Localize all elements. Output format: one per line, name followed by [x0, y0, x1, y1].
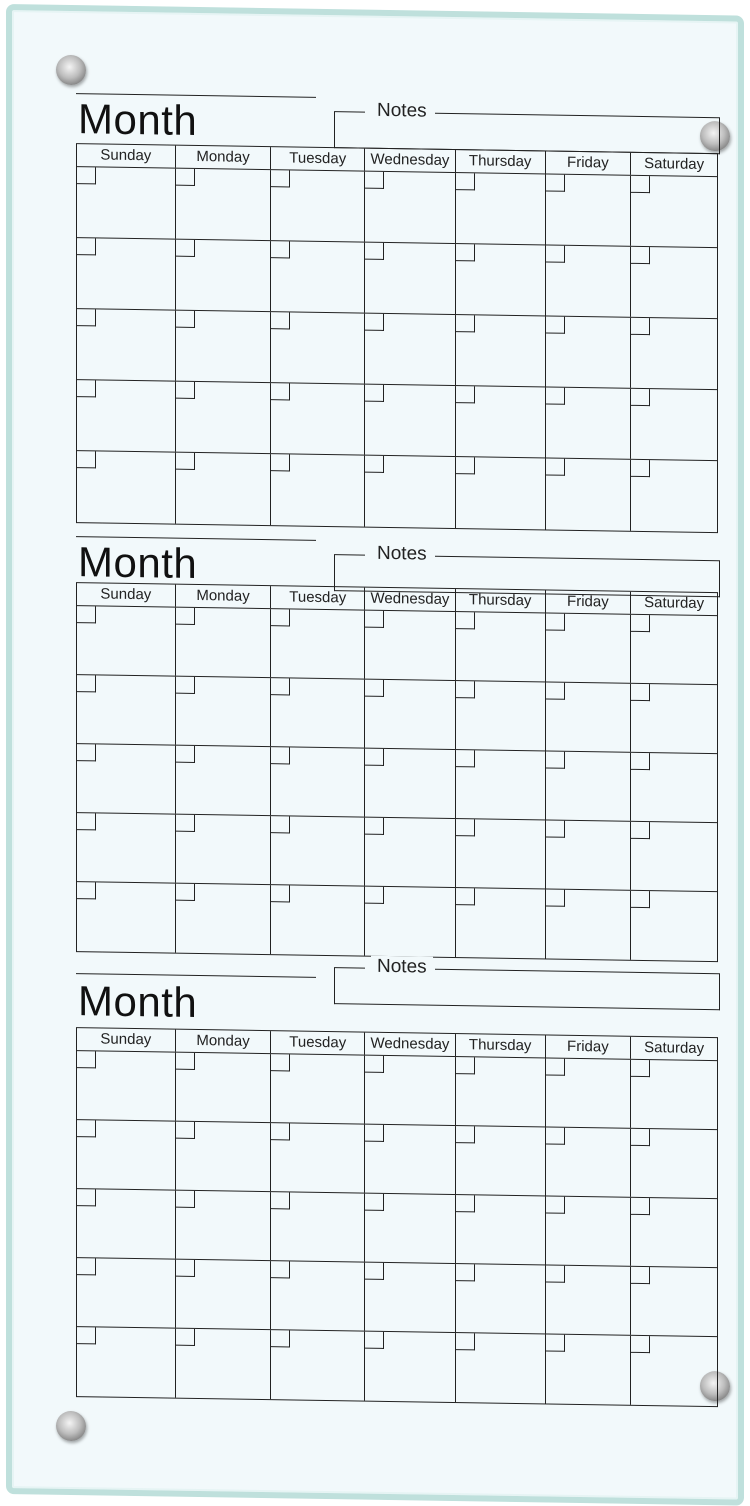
day-cell[interactable] [365, 385, 456, 456]
date-box [631, 1336, 650, 1353]
notes-line [335, 967, 365, 968]
notes-label: Notes [371, 543, 433, 566]
date-box [77, 813, 96, 830]
day-cell[interactable] [176, 453, 272, 526]
date-box [456, 819, 475, 836]
date-box [456, 750, 475, 767]
date-box [546, 889, 565, 906]
day-cell[interactable] [546, 245, 632, 316]
day-cell[interactable] [546, 682, 632, 751]
date-box [77, 744, 96, 761]
date-box [176, 1122, 195, 1139]
week-row [77, 167, 717, 248]
date-box [456, 1333, 475, 1350]
day-cell[interactable] [456, 1333, 546, 1403]
date-box [176, 1053, 195, 1070]
weekday-sunday: Sunday [77, 1028, 176, 1052]
date-box [271, 747, 290, 764]
weekday-thursday: Thursday [456, 150, 546, 173]
day-cell[interactable] [546, 889, 632, 959]
notes-line [435, 556, 719, 561]
date-box [271, 241, 290, 258]
day-cell[interactable] [631, 1129, 717, 1198]
date-box [365, 385, 384, 402]
day-cell[interactable] [631, 1267, 717, 1336]
day-cell[interactable] [271, 1192, 365, 1261]
day-cell[interactable] [271, 1261, 365, 1330]
glass-calendar-board [6, 4, 744, 1506]
day-cell[interactable] [176, 746, 272, 816]
date-box [631, 318, 650, 335]
weekday-monday: Monday [176, 146, 272, 170]
day-cell[interactable] [77, 606, 176, 676]
day-cell[interactable] [77, 309, 176, 381]
date-box [77, 380, 96, 397]
week-row [77, 675, 717, 754]
day-cell[interactable] [456, 681, 546, 750]
date-box [456, 1264, 475, 1281]
date-box [546, 1196, 565, 1213]
date-box [631, 753, 650, 770]
day-cell[interactable] [365, 887, 456, 957]
date-box [631, 247, 650, 264]
date-box [631, 176, 650, 193]
date-box [176, 1329, 195, 1346]
date-box [77, 451, 96, 468]
weekday-tuesday: Tuesday [271, 147, 365, 170]
day-cell[interactable] [271, 241, 365, 312]
day-cell[interactable] [176, 1329, 272, 1400]
date-box [631, 615, 650, 632]
day-cell[interactable] [77, 744, 176, 814]
week-row [77, 744, 717, 823]
date-box [456, 244, 475, 261]
date-box [365, 749, 384, 766]
day-cell[interactable] [631, 460, 717, 532]
day-cell[interactable] [77, 1258, 176, 1328]
date-box [271, 1054, 290, 1071]
day-cell[interactable] [546, 174, 632, 245]
week-row [77, 238, 717, 319]
day-cell[interactable] [631, 1198, 717, 1267]
day-cell[interactable] [77, 1327, 176, 1398]
day-cell[interactable] [546, 751, 632, 820]
date-box [77, 1258, 96, 1275]
day-cell[interactable] [77, 1120, 176, 1190]
date-box [365, 243, 384, 260]
date-box [77, 882, 96, 899]
notes-line [435, 113, 719, 118]
date-box [77, 1189, 96, 1206]
day-cell[interactable] [77, 882, 176, 953]
day-cell[interactable] [77, 167, 176, 239]
day-cell[interactable] [546, 316, 632, 387]
week-row [77, 1327, 717, 1406]
date-box [631, 822, 650, 839]
date-box [365, 1332, 384, 1349]
date-box [77, 1120, 96, 1137]
date-box [456, 457, 475, 474]
date-box [271, 1330, 290, 1347]
date-box [176, 453, 195, 470]
day-cell[interactable] [546, 458, 632, 530]
day-cell[interactable] [365, 611, 456, 680]
calendar-grid [76, 143, 718, 533]
day-cell[interactable] [271, 1054, 365, 1123]
day-cell[interactable] [631, 1336, 717, 1406]
date-box [271, 1192, 290, 1209]
weekday-friday: Friday [546, 1035, 632, 1058]
date-box [631, 1198, 650, 1215]
date-box [176, 169, 195, 186]
date-box [456, 1195, 475, 1212]
day-cell[interactable] [631, 176, 717, 247]
notes-box[interactable] [334, 955, 720, 1010]
date-box [271, 312, 290, 329]
day-cell[interactable] [176, 1260, 272, 1330]
date-box [456, 1057, 475, 1074]
date-box [77, 167, 96, 184]
date-box [456, 173, 475, 190]
weekday-monday: Monday [176, 1030, 272, 1054]
date-box [77, 1051, 96, 1068]
date-box [176, 1191, 195, 1208]
date-box [77, 675, 96, 692]
date-box [271, 1261, 290, 1278]
date-box [176, 677, 195, 694]
day-cell[interactable] [456, 244, 546, 315]
date-box [456, 386, 475, 403]
date-box [176, 240, 195, 257]
date-box [546, 1265, 565, 1282]
notes-line [335, 111, 365, 112]
date-box [631, 891, 650, 908]
weekday-saturday: Saturday [644, 594, 705, 612]
day-cell[interactable] [546, 1196, 632, 1265]
day-cell[interactable] [631, 389, 717, 460]
day-cell[interactable] [77, 1051, 176, 1121]
day-cell[interactable] [631, 1060, 717, 1129]
month-calendar-1 [76, 93, 718, 173]
day-cell[interactable] [176, 677, 272, 747]
day-cell[interactable] [456, 1126, 546, 1195]
day-cell[interactable] [365, 243, 456, 314]
weekday-wednesday: Wednesday [365, 149, 456, 172]
day-cell[interactable] [631, 615, 717, 684]
day-cell[interactable] [176, 240, 272, 312]
day-cell[interactable] [271, 1330, 365, 1400]
day-cell[interactable] [546, 613, 632, 682]
day-cell[interactable] [546, 1265, 632, 1334]
date-box [456, 1126, 475, 1143]
day-cell[interactable] [271, 383, 365, 454]
month-calendar-2 [76, 536, 718, 612]
date-box [365, 314, 384, 331]
day-cell[interactable] [456, 1264, 546, 1333]
day-cell[interactable] [271, 1123, 365, 1192]
day-cell[interactable] [77, 380, 176, 452]
date-box [546, 387, 565, 404]
calendar-grid [76, 1027, 718, 1407]
day-cell[interactable] [456, 457, 546, 529]
day-cell[interactable] [271, 885, 365, 955]
date-box [456, 888, 475, 905]
day-cell[interactable] [77, 813, 176, 883]
date-box [456, 681, 475, 698]
day-cell[interactable] [456, 819, 546, 888]
date-box [271, 1123, 290, 1140]
weekday-tuesday: Tuesday [271, 1031, 365, 1054]
day-cell[interactable] [176, 382, 272, 454]
day-cell[interactable] [546, 387, 632, 458]
day-cell[interactable] [271, 816, 365, 885]
date-box [176, 1260, 195, 1277]
day-cell[interactable] [365, 456, 456, 528]
day-cell[interactable] [77, 238, 176, 310]
day-cell[interactable] [456, 173, 546, 244]
day-cell[interactable] [176, 1122, 272, 1192]
date-box [176, 884, 195, 901]
date-box [271, 383, 290, 400]
date-box [631, 684, 650, 701]
day-cell[interactable] [176, 608, 272, 678]
date-box [77, 309, 96, 326]
date-box [271, 170, 290, 187]
date-box [271, 609, 290, 626]
week-row [77, 882, 717, 961]
day-cell[interactable] [546, 1127, 632, 1196]
date-box [631, 389, 650, 406]
date-box [546, 1127, 565, 1144]
notes-label: Notes [371, 956, 433, 979]
day-cell[interactable] [365, 1194, 456, 1263]
week-row [77, 1189, 717, 1268]
date-box [176, 608, 195, 625]
week-row [77, 1051, 717, 1130]
weekday-wednesday: Wednesday [365, 588, 456, 611]
date-box [631, 1060, 650, 1077]
weekday-friday: Friday [546, 151, 632, 174]
week-row [77, 309, 717, 390]
weekday-friday: Friday [546, 590, 632, 613]
notes-line [335, 554, 365, 555]
weekday-saturday: Saturday [644, 1039, 705, 1057]
date-box [365, 1125, 384, 1142]
day-cell[interactable] [456, 612, 546, 681]
day-cell[interactable] [365, 680, 456, 749]
date-box [176, 311, 195, 328]
date-box [365, 456, 384, 473]
weekday-thursday: Thursday [456, 589, 546, 612]
day-cell[interactable] [176, 884, 272, 955]
date-box [365, 1194, 384, 1211]
date-box [77, 1327, 96, 1344]
day-cell[interactable] [546, 820, 632, 889]
day-cell[interactable] [176, 1191, 272, 1261]
date-box [546, 682, 565, 699]
date-box [271, 454, 290, 471]
day-cell[interactable] [456, 1057, 546, 1126]
week-row [77, 451, 717, 532]
day-cell[interactable] [365, 172, 456, 243]
weekday-tuesday: Tuesday [271, 586, 365, 609]
week-row [77, 813, 717, 892]
date-box [271, 885, 290, 902]
screw-top-left [56, 55, 86, 85]
day-cell[interactable] [77, 451, 176, 524]
date-box [176, 382, 195, 399]
notes-line [435, 969, 719, 974]
weekday-thursday: Thursday [456, 1034, 546, 1057]
date-box [546, 1058, 565, 1075]
day-cell[interactable] [365, 749, 456, 818]
day-cell[interactable] [271, 678, 365, 747]
day-cell[interactable] [365, 1056, 456, 1125]
date-box [546, 1334, 565, 1351]
date-box [546, 245, 565, 262]
day-cell[interactable] [631, 318, 717, 389]
day-cell[interactable] [631, 822, 717, 891]
date-box [546, 751, 565, 768]
date-box [456, 315, 475, 332]
day-cell[interactable] [77, 675, 176, 745]
date-box [271, 678, 290, 695]
weekday-wednesday: Wednesday [365, 1033, 456, 1056]
week-row [77, 606, 717, 685]
date-box [365, 611, 384, 628]
date-box [631, 460, 650, 477]
date-box [365, 172, 384, 189]
month-title: Month [78, 977, 198, 1027]
date-box [365, 680, 384, 697]
day-cell[interactable] [365, 1332, 456, 1402]
day-cell[interactable] [456, 750, 546, 819]
week-row [77, 1120, 717, 1199]
month-title: Month [78, 538, 198, 588]
date-box [546, 174, 565, 191]
day-cell[interactable] [77, 1189, 176, 1259]
day-cell[interactable] [176, 815, 272, 885]
day-cell[interactable] [365, 818, 456, 887]
month-calendar-3 [76, 955, 718, 1057]
date-box [365, 1056, 384, 1073]
date-box [546, 820, 565, 837]
day-cell[interactable] [271, 170, 365, 241]
day-cell[interactable] [271, 454, 365, 526]
day-cell[interactable] [365, 314, 456, 385]
day-cell[interactable] [631, 684, 717, 753]
date-box [631, 1129, 650, 1146]
date-box [365, 1263, 384, 1280]
screw-bottom-left [56, 1411, 86, 1441]
date-box [271, 816, 290, 833]
day-cell[interactable] [631, 891, 717, 961]
date-box [176, 815, 195, 832]
day-cell[interactable] [176, 169, 272, 241]
date-box [77, 238, 96, 255]
weekday-saturday: Saturday [644, 155, 705, 173]
day-cell[interactable] [271, 312, 365, 383]
day-cell[interactable] [456, 386, 546, 457]
day-cell[interactable] [631, 247, 717, 318]
weekday-monday: Monday [176, 585, 272, 609]
notes-label: Notes [371, 100, 433, 123]
date-box [546, 316, 565, 333]
date-box [365, 818, 384, 835]
date-box [365, 887, 384, 904]
day-cell[interactable] [631, 753, 717, 822]
date-box [176, 746, 195, 763]
day-cell[interactable] [365, 1125, 456, 1194]
day-cell[interactable] [456, 1195, 546, 1264]
calendar-grid [76, 582, 718, 962]
day-cell[interactable] [365, 1263, 456, 1332]
day-cell[interactable] [456, 315, 546, 386]
week-row [77, 1258, 717, 1337]
date-box [631, 1267, 650, 1284]
date-box [77, 606, 96, 623]
day-cell[interactable] [176, 311, 272, 383]
week-row [77, 380, 717, 461]
day-cell[interactable] [271, 747, 365, 816]
day-cell[interactable] [546, 1058, 632, 1127]
weekday-sunday: Sunday [77, 583, 176, 607]
weekday-sunday: Sunday [77, 144, 176, 168]
date-box [546, 458, 565, 475]
day-cell[interactable] [176, 1053, 272, 1123]
date-box [456, 612, 475, 629]
date-box [546, 613, 565, 630]
month-title: Month [78, 95, 198, 145]
day-cell[interactable] [271, 609, 365, 678]
day-cell[interactable] [456, 888, 546, 958]
day-cell[interactable] [546, 1334, 632, 1404]
